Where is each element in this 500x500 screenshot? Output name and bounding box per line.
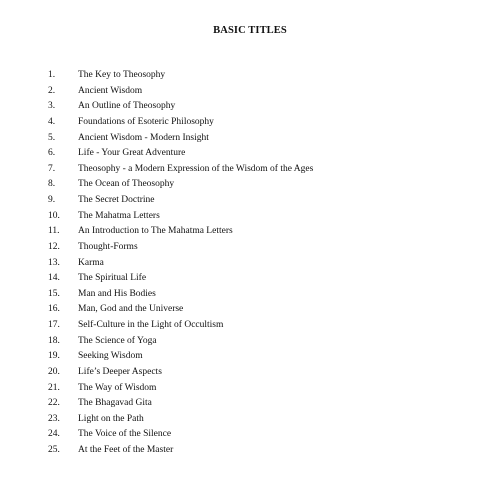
item-number: 18. [48, 335, 60, 346]
list-item [0, 177, 500, 193]
item-title: The Way of Wisdom [78, 382, 157, 393]
item-number: 22. [48, 398, 60, 409]
item-number: 8. [48, 179, 56, 190]
list-item [0, 287, 500, 303]
list-item [0, 131, 500, 147]
list-item [0, 396, 500, 412]
item-title: Life - Your Great Adventure [78, 148, 186, 159]
list-item [0, 256, 500, 272]
item-title: The Bhagavad Gita [78, 398, 152, 409]
item-number: 3. [48, 101, 56, 112]
item-number: 5. [48, 132, 56, 143]
item-title: Karma [78, 257, 104, 268]
item-number: 24. [48, 429, 60, 440]
item-title: Foundations of Esoteric Philosophy [78, 116, 214, 127]
list-item [0, 115, 500, 131]
item-number: 21. [48, 382, 60, 393]
item-title: The Voice of the Silence [78, 429, 172, 440]
item-number: 1. [48, 70, 56, 80]
list-item [0, 68, 500, 84]
list-item [0, 334, 500, 350]
item-title: Seeking Wisdom [78, 351, 143, 362]
item-number: 23. [48, 413, 60, 424]
item-title: Ancient Wisdom [78, 85, 143, 96]
item-number: 10. [48, 210, 60, 221]
item-title: The Mahatma Letters [78, 210, 160, 221]
item-title: The Ocean of Theosophy [78, 179, 175, 190]
item-title: An Outline of Theosophy [78, 101, 176, 112]
item-number: 6. [48, 148, 56, 159]
item-number: 15. [48, 288, 60, 299]
item-number: 14. [48, 273, 60, 284]
item-title: Man and His Bodies [78, 288, 156, 299]
item-title: Theosophy - a Modern Expression of the Wisdom of the Ages [78, 163, 314, 174]
list-item [0, 99, 500, 115]
list-item [0, 349, 500, 365]
item-title: Ancient Wisdom - Modern Insight [78, 132, 209, 143]
item-number: 7. [48, 163, 56, 174]
list-item [0, 381, 500, 397]
item-title: The Key to Theosophy [78, 70, 166, 80]
item-number: 11. [48, 226, 60, 237]
item-number: 19. [48, 351, 60, 362]
item-number: 16. [48, 304, 60, 315]
item-title: Thought-Forms [78, 241, 138, 252]
item-number: 2. [48, 85, 56, 96]
item-number: 25. [48, 445, 60, 455]
item-title: Light on the Path [78, 413, 144, 424]
item-number: 13. [48, 257, 60, 268]
list-item [0, 271, 500, 287]
item-number: 9. [48, 195, 56, 205]
item-title: The Science of Yoga [78, 335, 157, 346]
list-item [0, 209, 500, 225]
item-number: 17. [48, 320, 60, 330]
page-title: BASIC TITLES [213, 25, 287, 36]
list-item [0, 146, 500, 162]
item-title: Man, God and the Universe [78, 304, 184, 315]
titles-list [0, 68, 500, 459]
item-title: Life’s Deeper Aspects [78, 366, 162, 377]
list-item [0, 224, 500, 240]
list-item [0, 443, 500, 459]
item-title: At the Feet of the Master [78, 445, 174, 455]
list-item [0, 365, 500, 381]
list-item [0, 318, 500, 334]
list-item [0, 193, 500, 209]
list-item [0, 84, 500, 100]
list-item [0, 162, 500, 178]
list-item [0, 412, 500, 428]
list-item [0, 427, 500, 443]
list-item [0, 240, 500, 256]
item-title: An Introduction to The Mahatma Letters [78, 226, 233, 237]
item-title: Self-Culture in the Light of Occultism [78, 320, 224, 330]
item-title: The Secret Doctrine [78, 195, 155, 205]
item-number: 20. [48, 366, 60, 377]
item-number: 4. [48, 116, 56, 127]
list-item [0, 302, 500, 318]
item-title: The Spiritual Life [78, 273, 147, 284]
item-number: 12. [48, 241, 60, 252]
